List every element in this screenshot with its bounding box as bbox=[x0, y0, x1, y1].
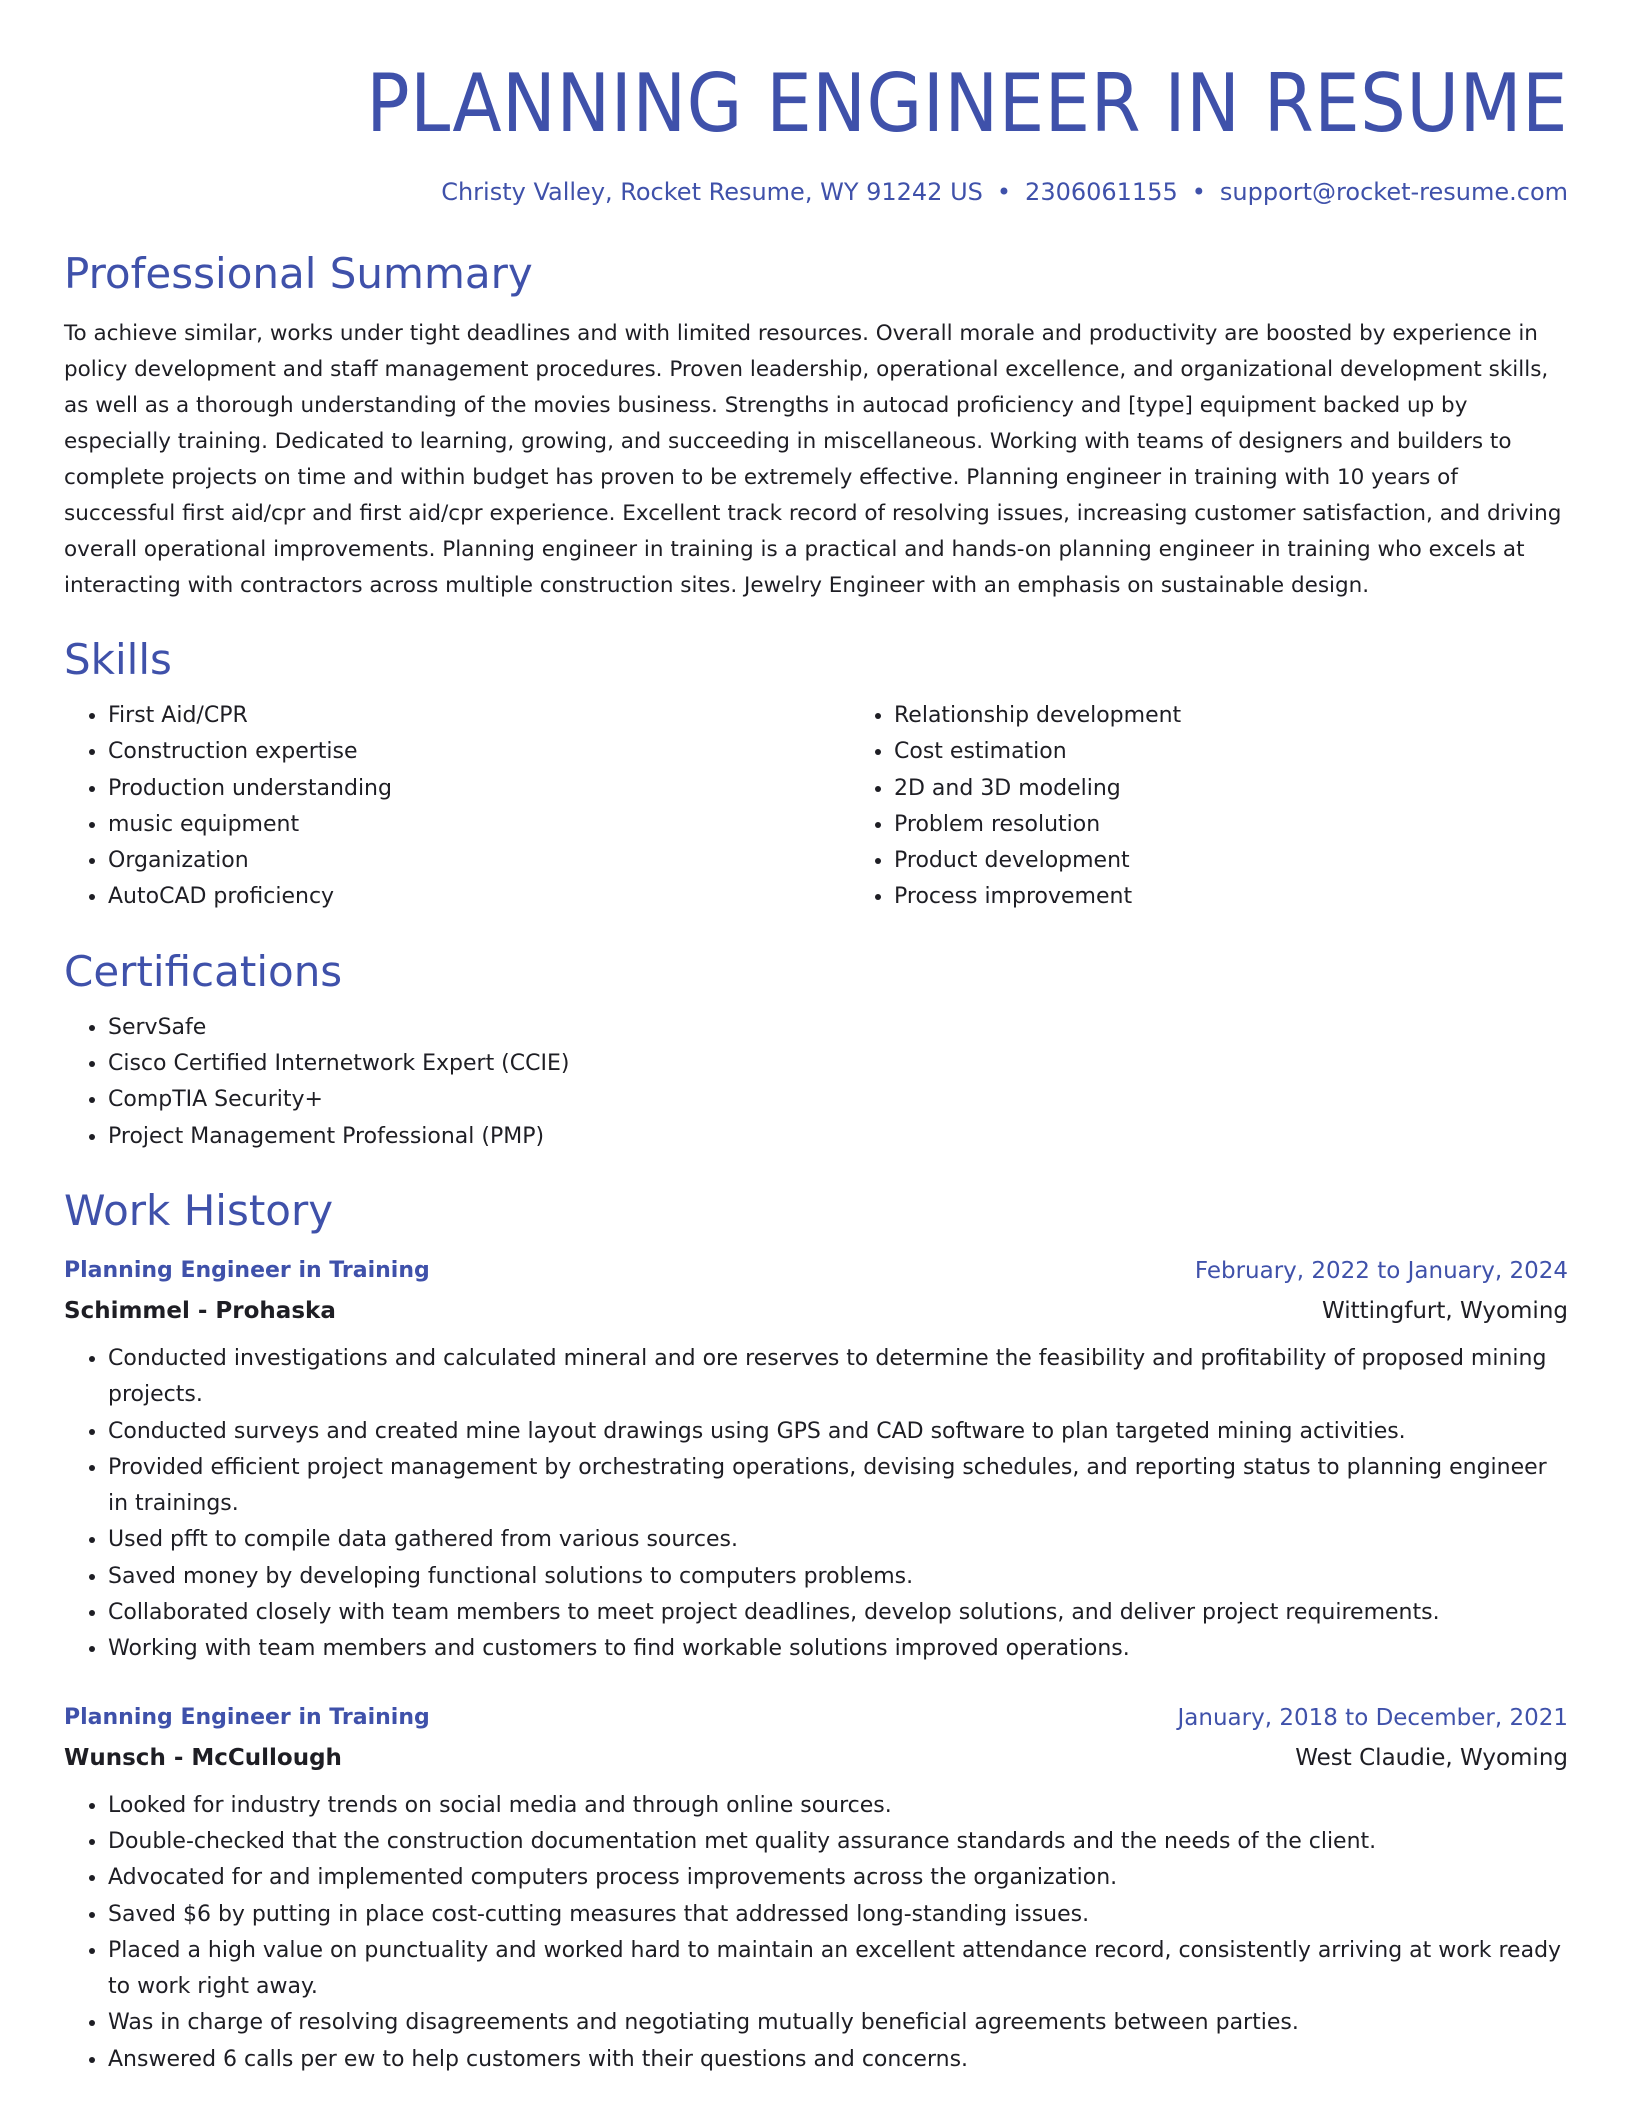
certification-item: • CompTIA Security+ bbox=[108, 1082, 1568, 1118]
job-company: Wunsch - McCullough bbox=[64, 1744, 342, 1771]
job-title-row bbox=[64, 1251, 1568, 1291]
work-history-section bbox=[64, 1185, 1568, 2078]
job-duty: • Conducted surveys and created mine layout drawings using GPS and CAD software to plan targeted mining activities. bbox=[108, 1414, 1568, 1450]
job-duty: • Saved $6 by putting in place cost-cutting measures that addressed long-standing issues. bbox=[108, 1897, 1568, 1933]
job-company: Schimmel - Prohaska bbox=[64, 1297, 336, 1324]
job-title: Planning Engineer in Training bbox=[64, 1257, 430, 1283]
job-duty: • Was in charge of resolving disagreements and negotiating mutually beneficial agreements between parties. bbox=[108, 2005, 1568, 2041]
job-duty: • Provided efficient project management by orchestrating operations, devising schedules, and reporting status to planning engineer in trainings. bbox=[108, 1450, 1568, 1523]
certifications-title: Certifications bbox=[64, 946, 343, 996]
job-duty: • Conducted investigations and calculated mineral and ore reserves to determine the feasibility and profitability of proposed mining projects. bbox=[108, 1341, 1568, 1414]
job-duty: • Double-checked that the construction documentation met quality assurance standards and the needs of the client. bbox=[108, 1824, 1568, 1860]
job-dates: January, 2018 to December, 2021 bbox=[1177, 1704, 1568, 1731]
certifications-section bbox=[64, 946, 1568, 1155]
job-entry bbox=[64, 1251, 1568, 1668]
skill-item: • Product development bbox=[894, 843, 1568, 879]
contact-separator: • bbox=[1191, 178, 1206, 206]
resume-header bbox=[64, 56, 1568, 206]
skill-item: • 2D and 3D modeling bbox=[894, 771, 1568, 807]
job-company-row bbox=[64, 1738, 1568, 1778]
job-location: Wittingfurt, Wyoming bbox=[1322, 1297, 1568, 1324]
skills-columns bbox=[64, 686, 1568, 916]
job-title-row bbox=[64, 1698, 1568, 1738]
certification-item: • Cisco Certified Internetwork Expert (CCIE) bbox=[108, 1046, 1568, 1082]
job-location: West Claudie, Wyoming bbox=[1295, 1744, 1568, 1771]
job-title: Planning Engineer in Training bbox=[64, 1704, 430, 1730]
skill-item: • Cost estimation bbox=[894, 734, 1568, 770]
job-duty: • Working with team members and customers to find workable solutions improved operations. bbox=[108, 1631, 1568, 1667]
skill-item: • Problem resolution bbox=[894, 807, 1568, 843]
certification-item: • Project Management Professional (PMP) bbox=[108, 1119, 1568, 1155]
work-history-title: Work History bbox=[64, 1185, 334, 1235]
job-duties-list bbox=[64, 1341, 1568, 1668]
summary-text: To achieve similar, works under tight deadlines and with limited resources. Overall morale and productivity are boosted by experience in policy development and staff management procedures. Proven leadership, operational excellence, and organizational development skills, as well as a thorough understanding of the movies business. Strengths in autocad proficiency and [type] equipment backed up by especially training. Dedicated to learning, growing, and succeeding in miscellaneous. Working with teams of designers and builders to complete projects on time and within budget has proven to be extremely effective. Planning engineer in training with 10 years of successful first aid/cpr and first aid/cpr experience. Excellent track record of resolving issues, increasing customer satisfaction, and driving overall operational improvements. Planning engineer in training is a practical and hands-on planning engineer in training who excels at interacting with contractors across multiple construction sites. Jewelry Engineer with an emphasis on sustainable design. bbox=[64, 321, 1562, 598]
job-duty: • Looked for industry trends on social media and through online sources. bbox=[108, 1788, 1568, 1824]
skill-item: • Organization bbox=[108, 843, 850, 879]
job-duties-list bbox=[64, 1788, 1568, 2078]
skills-list-left bbox=[64, 698, 850, 916]
skills-title: Skills bbox=[64, 635, 172, 684]
skills-list-right bbox=[850, 698, 1568, 916]
contact-separator: • bbox=[996, 178, 1012, 206]
certification-item: • ServSafe bbox=[108, 1010, 1568, 1046]
contact-line bbox=[64, 178, 1568, 206]
skill-item: • music equipment bbox=[108, 807, 850, 843]
summary-title: Professional Summary bbox=[64, 249, 533, 298]
job-duty: • Answered 6 calls per ew to help customers with their questions and concerns. bbox=[108, 2042, 1568, 2078]
skill-item: • Relationship development bbox=[894, 698, 1568, 734]
skill-item: • Construction expertise bbox=[108, 734, 850, 770]
job-company-row bbox=[64, 1291, 1568, 1331]
job-duty: • Advocated for and implemented computers process improvements across the organization. bbox=[108, 1860, 1568, 1896]
skill-item: • AutoCAD proficiency bbox=[108, 879, 850, 915]
job-entry bbox=[64, 1698, 1568, 2078]
resume-name: PLANNING ENGINEER IN RESUME bbox=[366, 57, 1568, 150]
skill-item: • Production understanding bbox=[108, 771, 850, 807]
contact-phone: 2306061155 bbox=[1025, 178, 1178, 206]
skill-item: • First Aid/CPR bbox=[108, 698, 850, 734]
skill-item: • Process improvement bbox=[894, 879, 1568, 915]
job-duty: • Saved money by developing functional solutions to computers problems. bbox=[108, 1559, 1568, 1595]
job-duty: • Placed a high value on punctuality and worked hard to maintain an excellent attendance record, consistently arriving at work ready to work right away. bbox=[108, 1933, 1568, 2006]
certifications-list bbox=[64, 1010, 1568, 1155]
job-dates: February, 2022 to January, 2024 bbox=[1194, 1257, 1568, 1284]
job-duty: • Used pfft to compile data gathered from various sources. bbox=[108, 1522, 1568, 1558]
skills-section bbox=[64, 634, 1568, 916]
job-duty: • Collaborated closely with team members to meet project deadlines, develop solutions, and deliver project requirements. bbox=[108, 1595, 1568, 1631]
summary-section bbox=[64, 248, 1568, 604]
contact-address: Christy Valley, Rocket Resume, WY 91242 US bbox=[441, 178, 983, 206]
contact-email: support@rocket-resume.com bbox=[1219, 178, 1568, 206]
